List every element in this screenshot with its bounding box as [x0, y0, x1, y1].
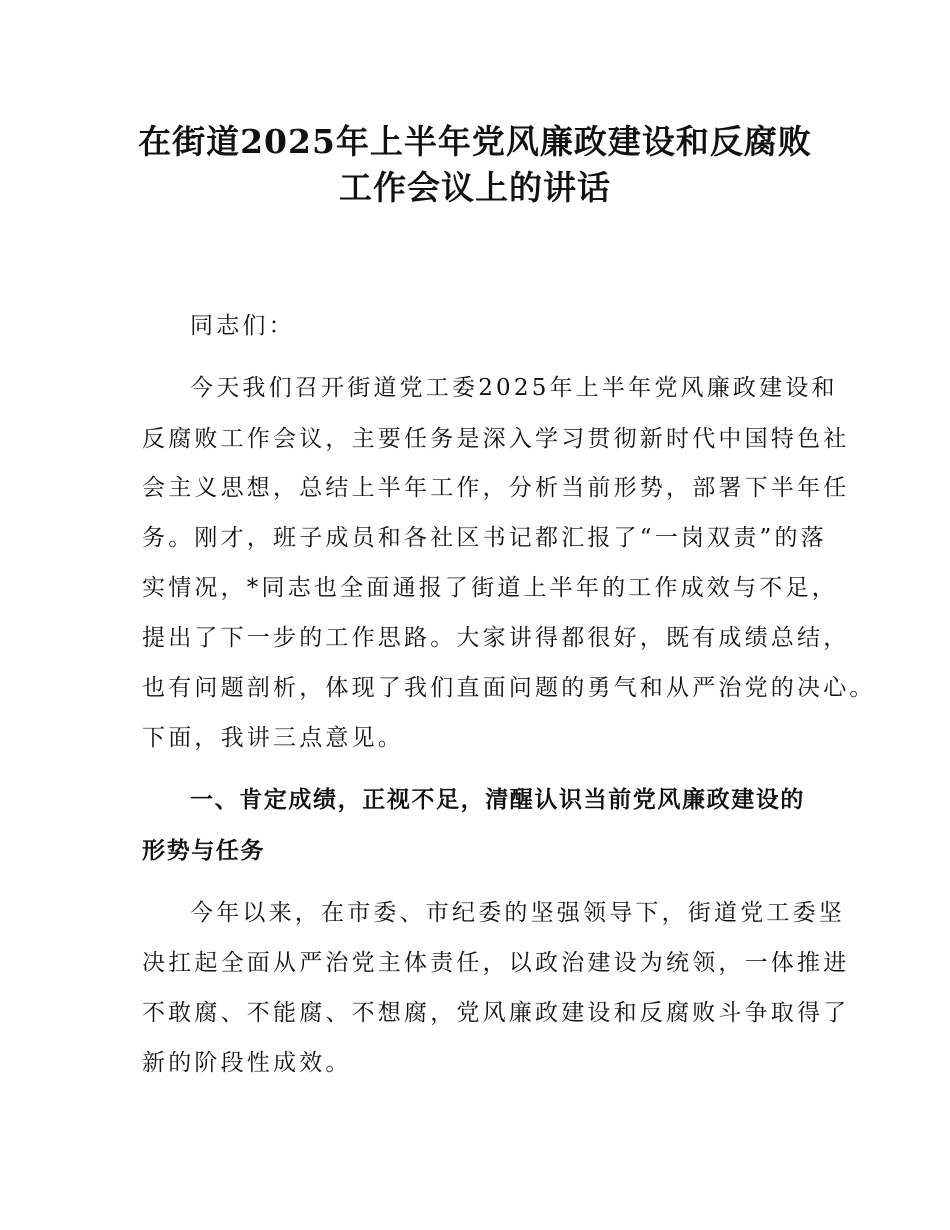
- document-title-line-1: 在街道2025年上半年党风廉政建设和反腐败: [138, 122, 812, 161]
- intro-line: 会主义思想，总结上半年工作，分析当前形势，部署下半年任: [142, 475, 850, 501]
- section-body-line: 今年以来，在市委、市纪委的坚强领导下，街道党工委坚: [190, 900, 845, 926]
- section-body-line: 新的阶段性成效。: [142, 1050, 352, 1076]
- intro-line: 今天我们召开街道党工委2025年上半年党风廉政建设和: [190, 375, 838, 401]
- intro-line: 反腐败工作会议，主要任务是深入学习贯彻新时代中国特色社: [142, 426, 850, 452]
- intro-line: 也有问题剖析，体现了我们直面问题的勇气和从严治党的决心。: [142, 675, 876, 701]
- section-heading-line-1: 一、肯定成绩，正视不足，清醒认识当前党风廉政建设的: [190, 787, 805, 813]
- intro-line: 实情况，*同志也全面通报了街道上半年的工作成效与不足，: [142, 575, 838, 601]
- document-title-line-2: 工作会议上的讲话: [339, 168, 611, 207]
- intro-line: 提出了下一步的工作思路。大家讲得都很好，既有成绩总结，: [142, 625, 850, 651]
- intro-line: 务。刚才，班子成员和各社区书记都汇报了“一岗双责”的落: [142, 525, 827, 551]
- section-heading-line-2: 形势与任务: [142, 838, 265, 864]
- intro-line: 下面，我讲三点意见。: [142, 725, 404, 751]
- section-body-line: 决扛起全面从严治党主体责任，以政治建设为统领，一体推进: [142, 950, 850, 976]
- salutation: 同志们：: [190, 313, 295, 339]
- section-body-line: 不敢腐、不能腐、不想腐，党风廉政建设和反腐败斗争取得了: [142, 1000, 850, 1026]
